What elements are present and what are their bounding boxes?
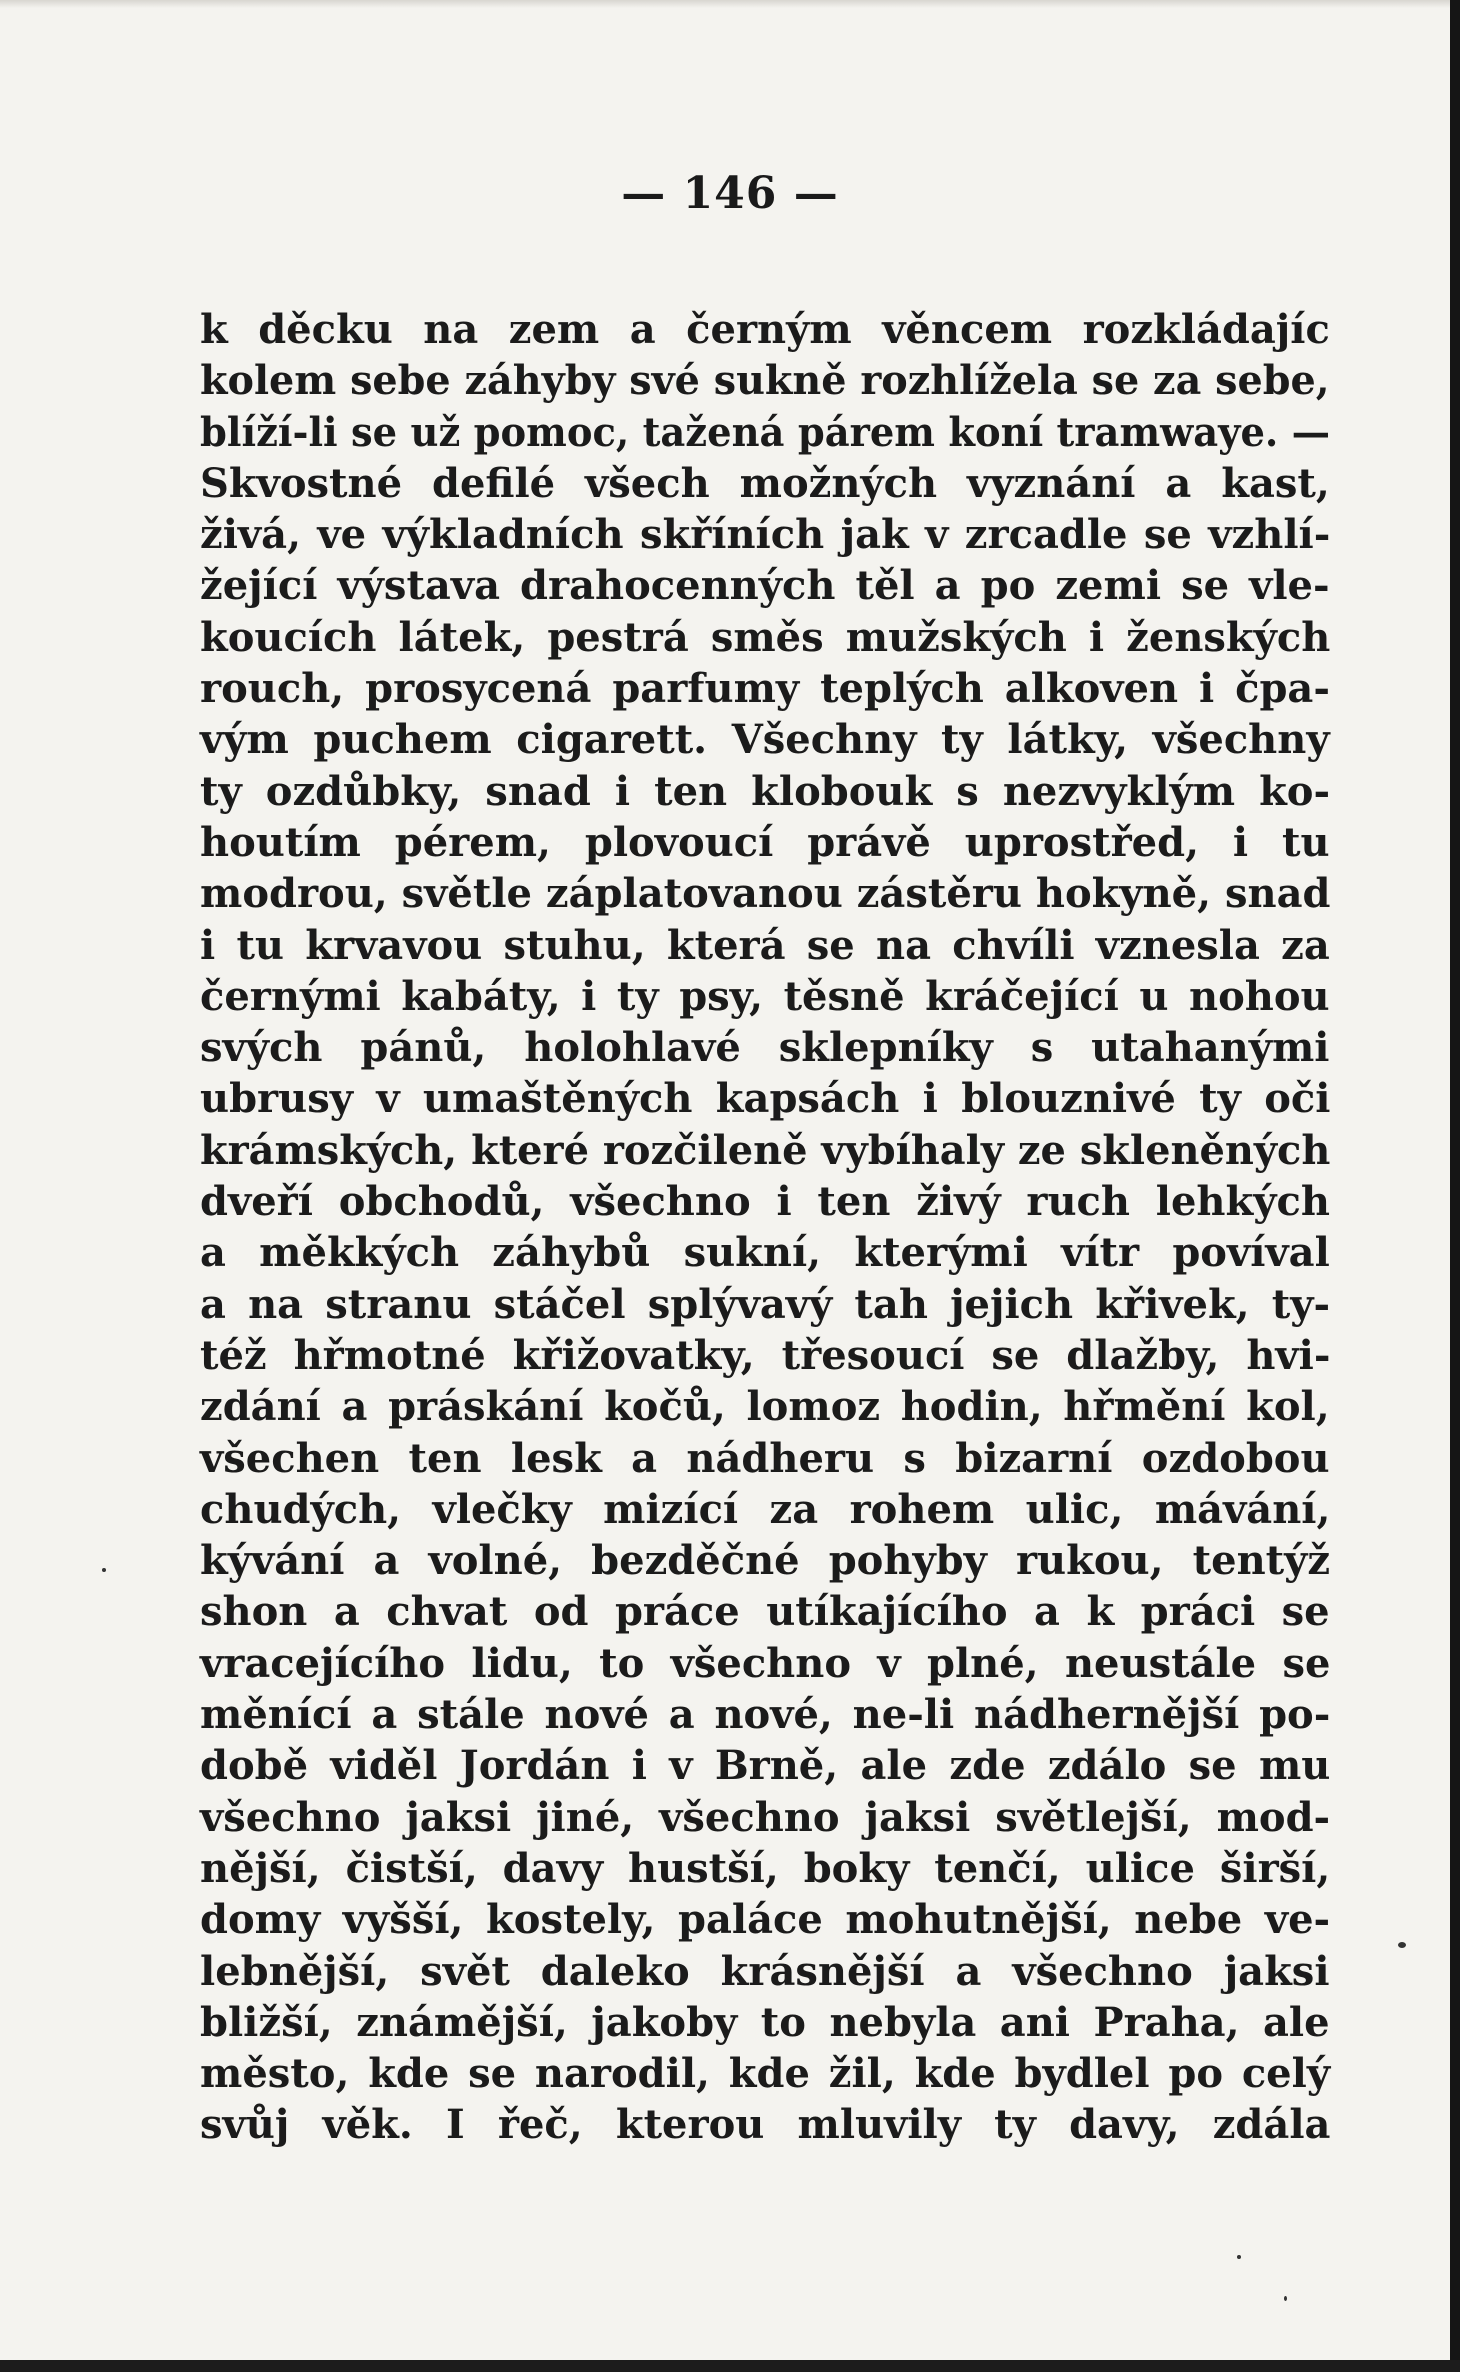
text-line: kývání a volné, bezděčné pohyby rukou, tentýž: [200, 1537, 1331, 1585]
text-line: koucích látek, pestrá směs mužských i ženských: [200, 613, 1331, 661]
ink-speck: [1284, 2296, 1287, 2301]
text-line: blíží-li se už pomoc, tažená párem koní tramwaye. —: [200, 408, 1331, 456]
text-line: a měkkých záhybů sukní, kterými vítr povíval: [200, 1229, 1330, 1277]
text-line: svých pánů, holohlavé sklepníky s utahanými: [200, 1024, 1330, 1072]
text-line: živá, ve výkladních skříních jak v zrcadle se vzhlí-: [200, 511, 1331, 559]
text-line: žející výstava drahocenných těl a po zemi se vle-: [200, 562, 1330, 610]
page-top-edge: [0, 0, 1460, 8]
text-line: vým puchem cigarett. Všechny ty látky, všechny: [200, 716, 1330, 764]
text-line: shon a chvat od práce utíkajícího a k práci se: [200, 1588, 1330, 1636]
ink-speck: [1237, 2255, 1241, 2259]
text-line: dveří obchodů, všechno i ten živý ruch lehkých: [200, 1178, 1330, 1226]
text-line: měnící a stále nové a nové, ne-li nádhernější po-: [200, 1691, 1331, 1739]
text-line: všechno jaksi jiné, všechno jaksi světlejší, mod-: [200, 1793, 1331, 1841]
text-line: a na stranu stáčel splývavý tah jejich křivek, ty-: [200, 1280, 1331, 1328]
text-line: Skvostné defilé všech možných vyznání a kast,: [200, 459, 1330, 507]
text-line: ubrusy v umaštěných kapsách i blouznivé ty oči: [200, 1075, 1331, 1123]
text-line: zdání a práskání kočů, lomoz hodin, hřmění kol,: [200, 1383, 1330, 1431]
text-line: nější, čistší, davy hustší, boky tenčí, ulice širší,: [200, 1844, 1331, 1892]
ink-speck: [1398, 1942, 1406, 1948]
text-line: k děcku na zem a černým věncem rozkládajíc: [200, 306, 1330, 353]
text-line: ty ozdůbky, snad i ten klobouk s nezvyklým ko-: [200, 767, 1331, 815]
text-line: černými kabáty, i ty psy, těsně kráčející u nohou: [200, 972, 1330, 1020]
text-line: době viděl Jordán i v Brně, ale zde zdálo se mu: [200, 1742, 1331, 1790]
text-line: svůj věk. I řeč, kterou mluvily ty davy, zdála: [200, 2101, 1331, 2149]
text-line: město, kde se narodil, kde žil, kde bydlel po celý: [200, 2050, 1331, 2098]
text-line: modrou, světle záplatovanou zástěru hokyně, snad: [200, 870, 1331, 918]
page-right-edge: [1450, 0, 1460, 2372]
text-line: lebnější, svět daleko krásnější a všechno jaksi: [200, 1947, 1330, 1995]
text-line: i tu krvavou stuhu, která se na chvíli vznesla za: [200, 921, 1330, 969]
body-text: [200, 304, 1330, 2151]
text-line: všechen ten lesk a nádheru s bizarní ozdobou: [200, 1434, 1330, 1482]
text-line: též hřmotné křižovatky, třesoucí se dlažby, hvi-: [200, 1331, 1331, 1379]
text-line: kolem sebe záhyby své sukně rozhlížela se za sebe,: [200, 357, 1330, 405]
ink-speck: [102, 1568, 106, 1572]
text-line: rouch, prosycená parfumy teplých alkoven i čpa-: [200, 665, 1330, 713]
text-line: houtím pérem, plovoucí právě uprostřed, i tu: [200, 818, 1330, 866]
text-line: vracejícího lidu, to všechno v plné, neustále se: [200, 1639, 1331, 1687]
text-line: domy vyšší, kostely, paláce mohutnější, nebe ve-: [200, 1896, 1331, 1944]
text-line: chudých, vlečky mizící za rohem ulic, mávání,: [200, 1485, 1331, 1533]
page-number: — 146 —: [621, 168, 839, 219]
page-bottom-edge: [0, 2360, 1460, 2372]
text-line: bližší, známější, jakoby to nebyla ani Praha, ale: [200, 1998, 1330, 2046]
text-line: krámských, které rozčileně vybíhaly ze skleněných: [200, 1126, 1331, 1174]
